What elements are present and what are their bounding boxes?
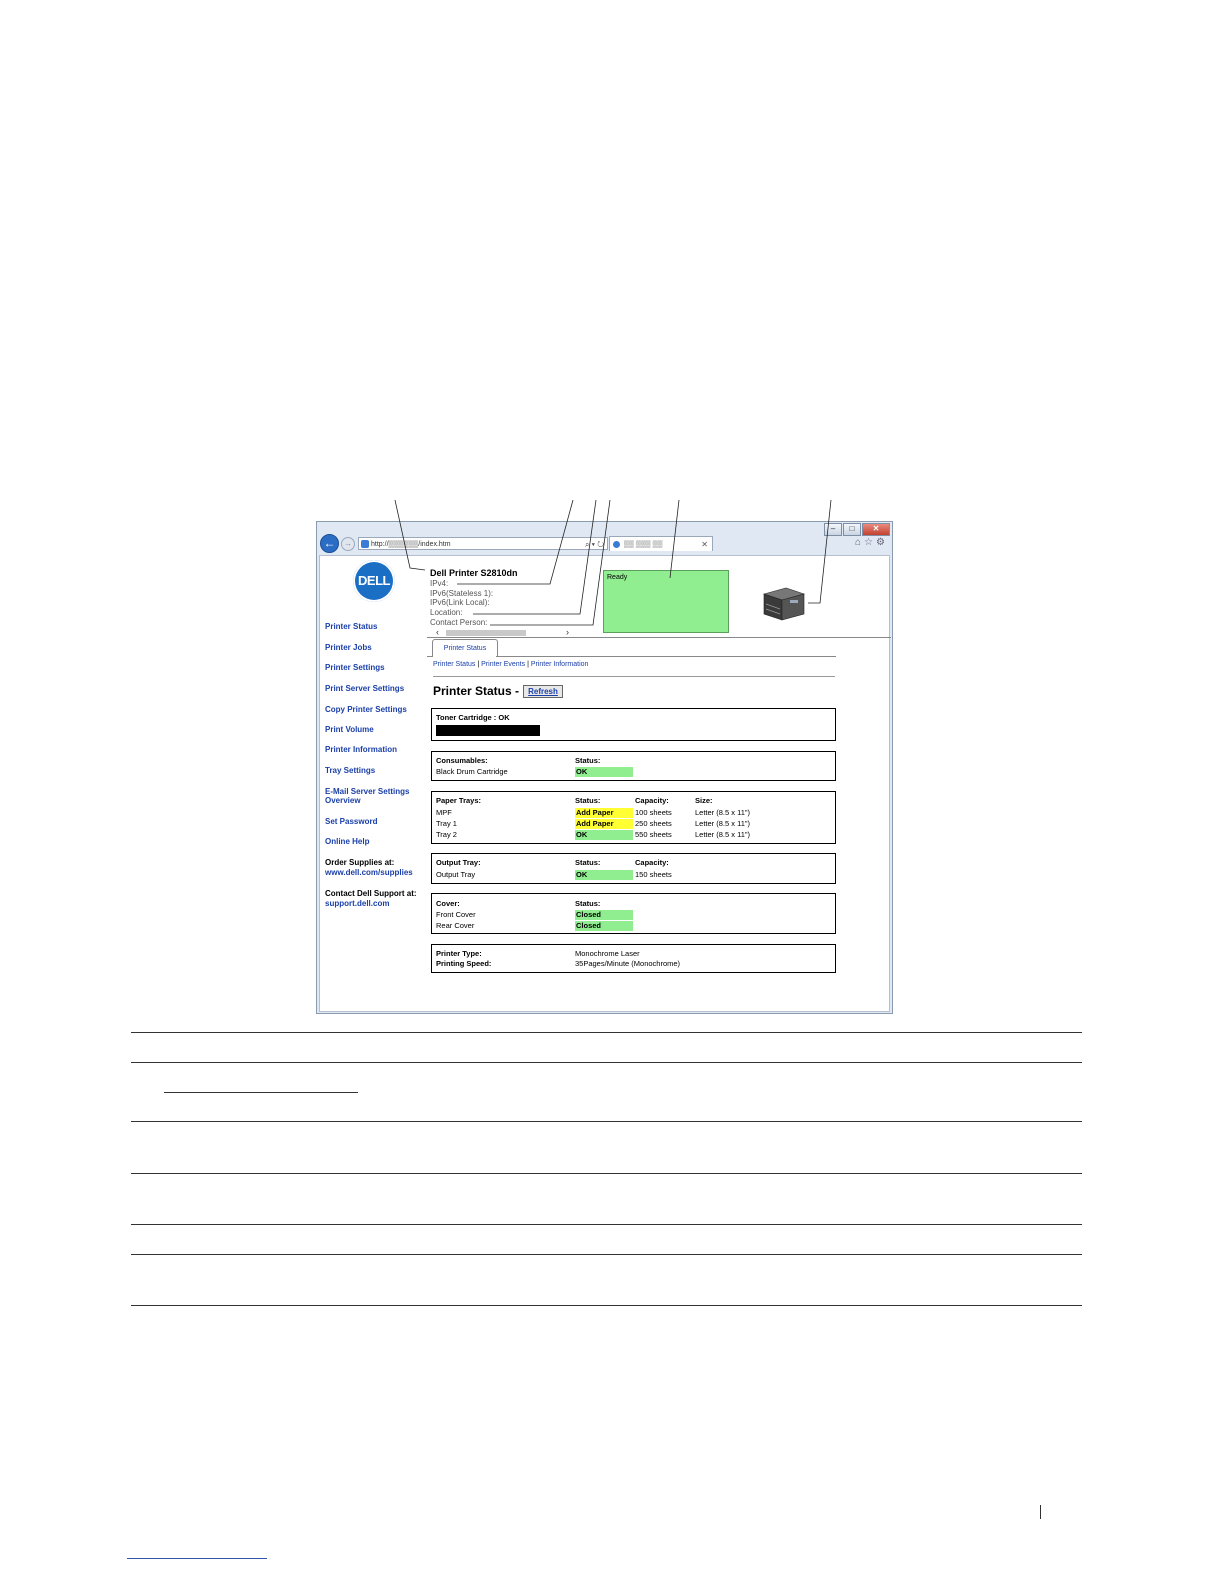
rear-cover-status: Closed: [575, 921, 633, 931]
output-status-header: Status:: [575, 858, 601, 867]
tray-row-capacity: 250 sheets: [635, 819, 672, 828]
refresh-button[interactable]: Refresh: [523, 685, 563, 698]
front-cover-label: Front Cover: [436, 910, 476, 919]
consumables-header: Consumables:: [436, 756, 488, 765]
output-tray-status: OK: [575, 870, 633, 880]
minimize-button[interactable]: –: [824, 523, 842, 536]
browser-tab[interactable]: [609, 536, 713, 551]
output-tray-panel: [431, 853, 836, 884]
scroll-left-icon[interactable]: ‹: [436, 627, 439, 637]
output-capacity-header: Capacity:: [635, 858, 669, 867]
cover-status-header: Status:: [575, 899, 601, 908]
dell-logo: DELL: [353, 560, 395, 602]
sidebar-item-printer-jobs[interactable]: Printer Jobs: [325, 643, 372, 652]
sub-navigation-divider: [433, 676, 835, 677]
ipv6-link-label: IPv6(Link Local):: [430, 598, 490, 607]
sidebar-item-copy-printer-settings[interactable]: Copy Printer Settings: [325, 705, 407, 714]
sidebar-item-tray-settings[interactable]: Tray Settings: [325, 766, 376, 775]
table-rule: [131, 1032, 1082, 1033]
sidebar-item-printer-status[interactable]: Printer Status: [325, 622, 378, 631]
tray-row-name: Tray 2: [436, 830, 457, 839]
tray-row-name: Tray 1: [436, 819, 457, 828]
table-rule: [131, 1254, 1082, 1255]
operator-panel-display: [603, 570, 729, 633]
location-label: Location:: [430, 608, 463, 617]
output-tray-label: Output Tray: [436, 870, 476, 879]
address-bar[interactable]: [358, 537, 608, 550]
table-short-rule: [164, 1092, 358, 1093]
sublink-printer-information[interactable]: Printer Information: [530, 661, 589, 668]
printer-name: Dell Printer S2810dn: [430, 568, 518, 578]
tray-row-status: Add Paper: [575, 808, 633, 818]
page-title: Printer Status -: [433, 684, 520, 698]
front-cover-status: Closed: [575, 910, 633, 920]
consumables-status-header: Status:: [575, 756, 601, 765]
sidebar-item-email-server-settings[interactable]: E-Mail Server Settings: [325, 787, 410, 796]
header-divider: [427, 637, 891, 638]
contact-person-label: Contact Person:: [430, 618, 488, 627]
paper-trays-header: Paper Trays:: [436, 796, 482, 805]
ipv6-stateless-label: IPv6(Stateless 1):: [430, 589, 494, 598]
browser-navbar: [317, 534, 892, 554]
sidebar-item-email-overview[interactable]: Overview: [325, 796, 361, 805]
rear-cover-label: Rear Cover: [436, 921, 475, 930]
table-rule: [131, 1305, 1082, 1306]
sub-navigation: Printer Status | Printer Events | Printer Information: [433, 661, 589, 668]
tab-printer-status[interactable]: Printer Status: [432, 639, 498, 657]
paper-trays-panel: [431, 791, 836, 844]
paper-size-header: Size:: [695, 796, 713, 805]
ie-icon: [613, 541, 620, 548]
drum-cartridge-label: Black Drum Cartridge: [436, 767, 508, 776]
search-refresh-icons[interactable]: ⌕ ▾ ↻: [584, 540, 604, 549]
printing-speed-label: Printing Speed:: [436, 959, 492, 968]
back-arrow-icon[interactable]: ←: [320, 534, 339, 553]
printer-type-value: Monochrome Laser: [575, 949, 640, 958]
tray-row-status: OK: [575, 830, 633, 840]
sidebar-item-printer-settings[interactable]: Printer Settings: [325, 663, 385, 672]
tab-baseline-left: [427, 656, 432, 657]
output-tray-header: Output Tray:: [436, 858, 481, 867]
tray-row-capacity: 550 sheets: [635, 830, 672, 839]
printing-speed-value: 35Pages/Minute (Monochrome): [575, 959, 681, 968]
tray-row-size: Letter (8.5 x 11"): [695, 830, 751, 839]
printer-type-label: Printer Type:: [436, 949, 482, 958]
order-supplies-label: Order Supplies at:: [325, 858, 395, 867]
sidebar-item-online-help[interactable]: Online Help: [325, 837, 370, 846]
paper-status-header: Status:: [575, 796, 601, 805]
footer-link-rule: [127, 1558, 267, 1559]
close-button[interactable]: ✕: [862, 523, 890, 536]
table-rule: [131, 1121, 1082, 1122]
panel-status-text: Ready: [607, 574, 628, 581]
cover-header: Cover:: [436, 899, 460, 908]
tray-row-status: Add Paper: [575, 819, 633, 829]
toner-status: Toner Cartridge : OK: [436, 713, 510, 722]
page-icon: [361, 540, 369, 548]
paper-capacity-header: Capacity:: [635, 796, 669, 805]
toner-level-bar: [436, 725, 540, 736]
tray-row-size: Letter (8.5 x 11"): [695, 819, 751, 828]
sidebar-item-print-server-settings[interactable]: Print Server Settings: [325, 684, 405, 693]
table-rule: [131, 1173, 1082, 1174]
scroll-right-icon[interactable]: ›: [566, 627, 569, 637]
tray-row-capacity: 100 sheets: [635, 808, 672, 817]
sidebar-item-print-volume[interactable]: Print Volume: [325, 725, 374, 734]
tray-row-name: MPF: [436, 808, 452, 817]
cover-panel: [431, 893, 836, 934]
sublink-printer-status[interactable]: Printer Status: [433, 661, 476, 668]
printer-image-icon: [760, 584, 806, 622]
tray-row-size: Letter (8.5 x 11"): [695, 808, 751, 817]
table-rule: [131, 1062, 1082, 1063]
scroll-thumb[interactable]: [446, 630, 526, 636]
contact-support-label: Contact Dell Support at:: [325, 889, 417, 898]
maximize-button[interactable]: □: [843, 523, 861, 536]
output-tray-capacity: 150 sheets: [635, 870, 672, 879]
order-supplies-link[interactable]: www.dell.com/supplies: [325, 868, 413, 877]
sublink-printer-events[interactable]: Printer Events: [481, 661, 526, 668]
tab-close-icon[interactable]: ✕: [701, 540, 708, 549]
tab-title: ▒▒ ▒▒▒ ▒▒: [624, 541, 663, 548]
address-text: http://▒▒▒▒▒▒/index.htm: [371, 541, 451, 548]
sidebar-item-printer-information[interactable]: Printer Information: [325, 745, 398, 754]
table-rule: [131, 1224, 1082, 1225]
forward-arrow-icon[interactable]: →: [341, 537, 355, 551]
tab-baseline: [496, 656, 836, 657]
sidebar-item-set-password[interactable]: Set Password: [325, 817, 378, 826]
page-number-separator: [1040, 1505, 1041, 1519]
contact-support-link[interactable]: support.dell.com: [325, 899, 390, 908]
ipv4-label: IPv4:: [430, 579, 449, 588]
home-star-gear-icons[interactable]: ⌂☆⚙: [855, 537, 888, 548]
drum-cartridge-status: OK: [575, 767, 633, 777]
